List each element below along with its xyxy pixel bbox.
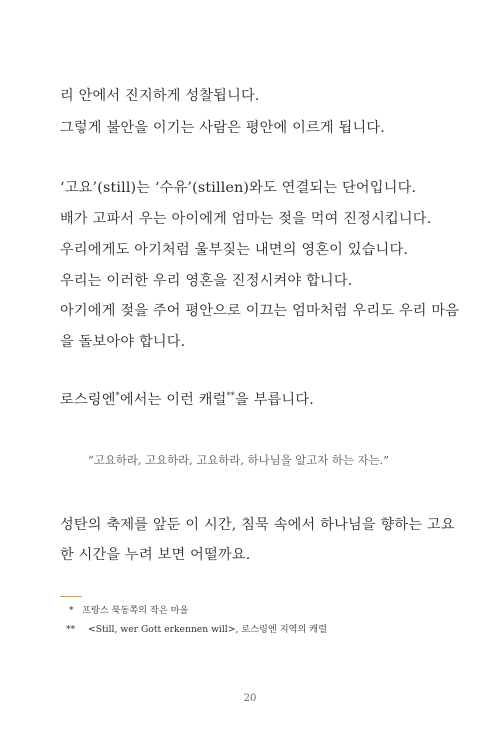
body-line: 배가 고파서 우는 아이에게 엄마는 젖을 먹여 진정시킵니다. bbox=[60, 211, 432, 227]
footnote-mark: ** bbox=[66, 624, 76, 635]
footnote-text: <Still, wer Gott erkennen will>, 로스링엔 지역의 캐럴 bbox=[88, 624, 328, 635]
footnote-divider bbox=[60, 596, 82, 597]
text-segment: 로스링엔 bbox=[60, 392, 116, 408]
footnote-mark: * bbox=[69, 605, 74, 616]
body-line-with-footnote-marks bbox=[60, 390, 314, 410]
body-line: 을 돌보아야 합니다. bbox=[60, 334, 186, 350]
text-segment: 에서는 이런 캐럴 bbox=[119, 392, 227, 408]
footnote-mark: ** bbox=[226, 391, 235, 400]
footnote-text: 프랑스 북동쪽의 작은 마을 bbox=[82, 605, 189, 616]
text-segment: 을 부릅니다. bbox=[235, 392, 314, 408]
carol-quote: “고요하라, 고요하라, 고요하라, 하나님을 알고자 하는 자는.” bbox=[88, 453, 389, 467]
body-line: 우리에게도 아기처럼 울부짖는 내면의 영혼이 있습니다. bbox=[60, 242, 409, 258]
page-number: 20 bbox=[243, 693, 257, 704]
body-line: 아기에게 젖을 주어 평안으로 이끄는 엄마처럼 우리도 우리 마음 bbox=[60, 303, 460, 319]
body-line: 그렇게 불안을 이기는 사람은 평안에 이르게 됩니다. bbox=[60, 120, 385, 136]
body-line: 리 안에서 진지하게 성찰됩니다. bbox=[60, 88, 260, 104]
body-line: 성탄의 축제를 앞둔 이 시간, 침묵 속에서 하나님을 향하는 고요 bbox=[60, 517, 455, 533]
body-line: 한 시간을 누려 보면 어떨까요. bbox=[60, 547, 251, 563]
body-line: ‘고요’(still)는 ‘수유’(stillen)와도 연결되는 단어입니다. bbox=[60, 180, 417, 196]
body-line: 우리는 이러한 우리 영혼을 진정시켜야 합니다. bbox=[60, 273, 353, 289]
footnote-mark: * bbox=[115, 391, 120, 400]
